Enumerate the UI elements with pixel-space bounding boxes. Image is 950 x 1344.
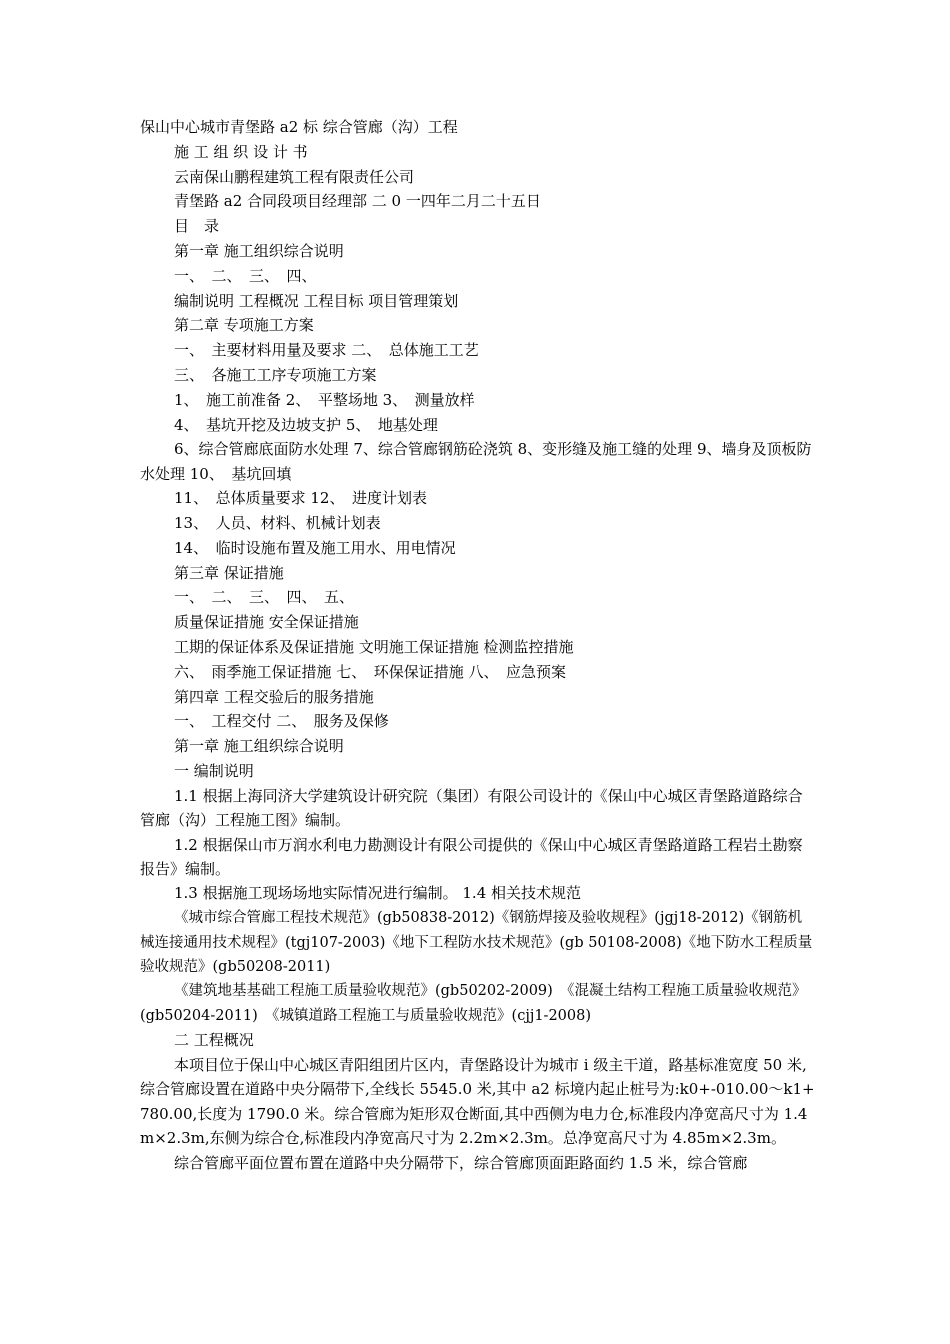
toc-heading: 目 录 <box>174 217 220 236</box>
toc-line: 第四章 工程交验后的服务措施 <box>174 687 374 706</box>
toc-line: 工期的保证体系及保证措施 文明施工保证措施 检测监控措施 <box>174 637 574 656</box>
document-body <box>140 115 816 1175</box>
toc-line: 一、 主要材料用量及要求 二、 总体施工工艺 <box>174 341 479 360</box>
paragraph: 本项目位于保山中心城区青阳组团片区内，青堡路设计为城市 i 级主干道，路基标准宽度 50 米,综合管廊设置在道路中央分隔带下,全线长 5545.0 米,其中 a2 标境内起止桩号为:k0+-010.00～k1+780.00,长度为 1790.0 米。综合管廊为矩形双仓断面,其中西侧为电力仓,标准段内净宽高尺寸为 1.4m×2.3m,东侧为综合仓,标准段内净宽高尺寸为 2.2m×2.3m。总净宽高尺寸为 4.85m×2.3m。 <box>140 1055 815 1148</box>
toc-line: 4、 基坑开挖及边坡支护 5、 地基处理 <box>174 415 438 434</box>
standards-list: 《城市综合管廊工程技术规范》(gb50838-2012)《钢筋焊接及验收规程》(jgj18-2012)《钢筋机械连接通用技术规程》(tgj107-2003)《地下工程防水技术规范》(gb 50108-2008)《地下防水工程质量验收规范》(gb50208-2011) <box>140 910 813 975</box>
standards-list: 《建筑地基基础工程施工质量验收规范》(gb50202-2009) 《混凝土结构工程施工质量验收规范》(gb50204-2011) 《城镇道路工程施工与质量验收规范》(cjj1-2008) <box>140 983 807 1024</box>
paragraph: 综合管廊平面位置布置在道路中央分隔带下，综合管廊顶面距路面约 1.5 米，综合管廊 <box>174 1153 748 1172</box>
document-subtitle: 施 工 组 织 设 计 书 <box>174 142 308 161</box>
company-name: 云南保山鹏程建筑工程有限责任公司 <box>174 167 415 186</box>
toc-line: 13、 人员、材料、机械计划表 <box>174 513 381 532</box>
section-heading: 一 编制说明 <box>174 761 254 780</box>
toc-line: 三、 各施工工序专项施工方案 <box>174 365 377 384</box>
department-date: 青堡路 a2 合同段项目经理部 二 0 一四年二月二十五日 <box>174 192 541 211</box>
paragraph: 1.1 根据上海同济大学建筑设计研究院（集团）有限公司设计的《保山中心城区青堡路道路综合管廊（沟）工程施工图》编制。 <box>140 786 803 830</box>
toc-line: 编制说明 工程概况 工程目标 项目管理策划 <box>174 291 459 310</box>
toc-line: 11、 总体质量要求 12、 进度计划表 <box>174 489 427 508</box>
toc-line: 质量保证措施 安全保证措施 <box>174 613 359 632</box>
paragraph: 1.2 根据保山市万润水利电力勘测设计有限公司提供的《保山中心城区青堡路道路工程岩土勘察报告》编制。 <box>140 835 803 878</box>
toc-line: 一、 二、 三、 四、 五、 <box>174 588 355 607</box>
toc-line: 第二章 专项施工方案 <box>174 316 314 335</box>
toc-wrapped-line: 6、综合管廊底面防水处理 7、综合管廊钢筋砼浇筑 8、变形缝及施工缝的处理 9、墙身及顶板防水处理 10、 基坑回填 <box>140 440 812 483</box>
toc-line: 1、 施工前准备 2、 平整场地 3、 测量放样 <box>174 390 475 409</box>
chapter-heading: 第一章 施工组织综合说明 <box>174 737 344 756</box>
toc-line: 第一章 施工组织综合说明 <box>174 241 344 260</box>
toc-line: 14、 临时设施布置及施工用水、用电情况 <box>174 538 456 557</box>
toc-line: 第三章 保证措施 <box>174 563 284 582</box>
toc-line: 一、 二、 三、 四、 <box>174 266 317 285</box>
paragraph: 1.3 根据施工现场场地实际情况进行编制。 1.4 相关技术规范 <box>174 884 582 903</box>
toc-line: 六、 雨季施工保证措施 七、 环保保证措施 八、 应急预案 <box>174 662 567 681</box>
document-title: 保山中心城市青堡路 a2 标 综合管廊（沟）工程 <box>140 118 458 136</box>
toc-line: 一、 工程交付 二、 服务及保修 <box>174 712 389 731</box>
section-heading: 二 工程概况 <box>174 1031 254 1050</box>
